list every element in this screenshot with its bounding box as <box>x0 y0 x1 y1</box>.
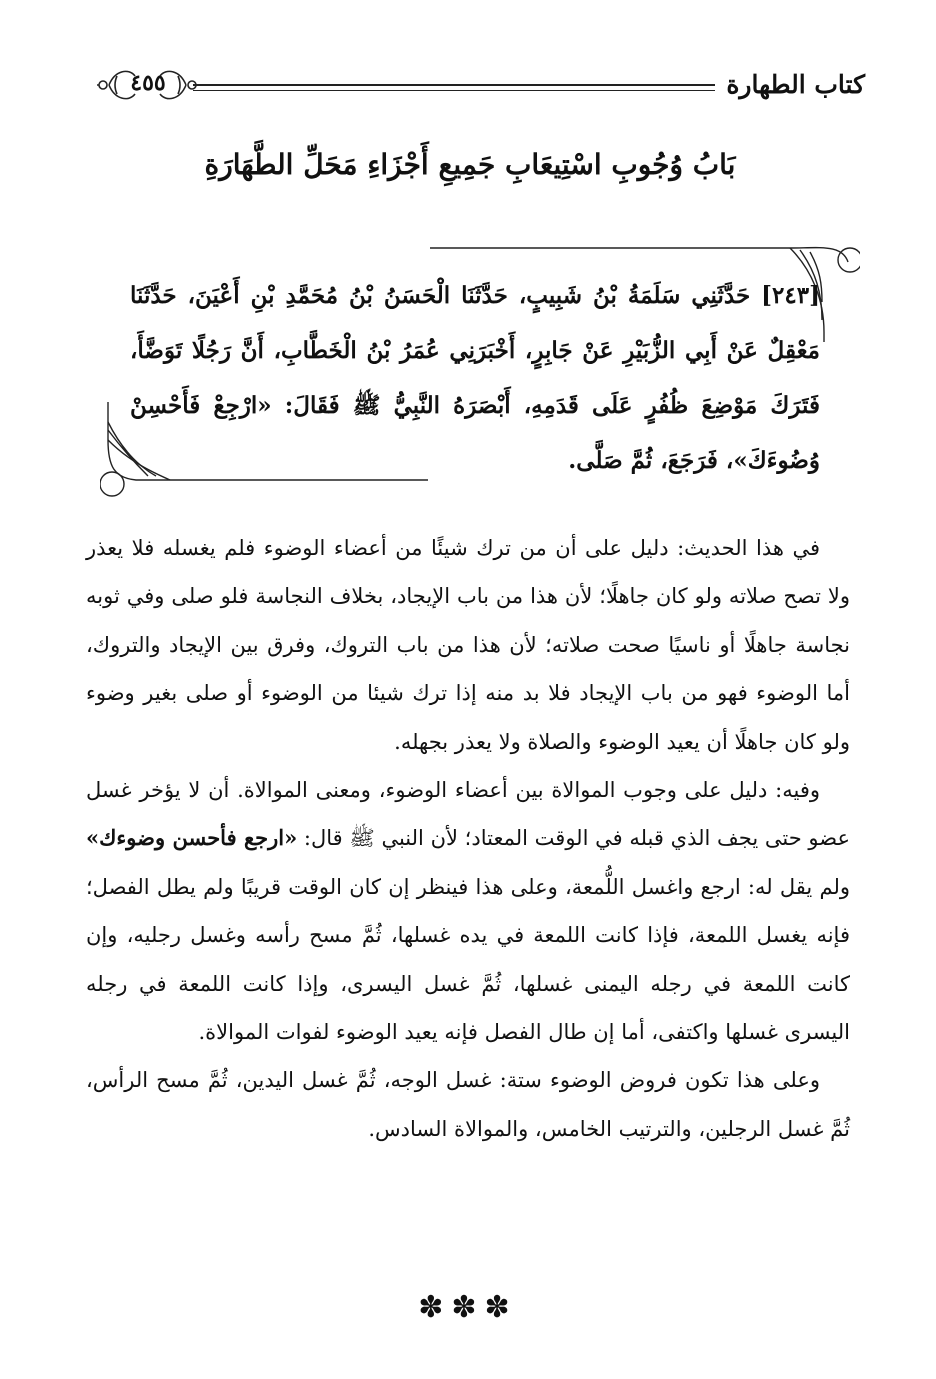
header-rule <box>193 84 715 91</box>
commentary-paragraph-2-start: وفيه: دليل على وجوب الموالاة بين أعضاء الوضوء، ومعنى الموالاة. أن لا يؤخر غسل عضو حتى يجف الذي قبله في الوقت المعتاد؛ لأن النبي ﷺ قال: <box>86 778 850 851</box>
hadith-text: [٢٤٣] حَدَّثَنِي سَلَمَةُ بْنُ شَبِيبٍ، حَدَّثَنَا الْحَسَنُ بْنُ مُحَمَّدِ بْنِ أَعْيَنَ، حَدَّثَنَا مَعْقِلٌ عَنْ أَبِي الزُّبَيْرِ عَنْ جَابِرٍ، أَخْبَرَنِي عُمَرُ بْنُ الْخَطَّابِ، أَنَّ رَجُلًا تَوَضَّأَ، فَتَرَكَ مَوْضِعَ ظُفُرٍ عَلَى قَدَمِهِ، أَبْصَرَهُ النَّبِيُّ ﷺ فَقَالَ: «ارْجِعْ فَأَحْسِنْ وُضُوءَكَ»، فَرَجَعَ، ثُمَّ صَلَّى. <box>130 282 820 474</box>
section-separator-stars: ✽✽✽ <box>418 1290 518 1325</box>
commentary-paragraph-1: في هذا الحديث: دليل على أن من ترك شيئًا من أعضاء الوضوء فلم يغسله فلا يعذر ولا تصح صلاته ولو كان جاهلًا؛ لأن هذا من باب الإيجاد، بخلاف النجاسة فلو صلى وفي ثوبه نجاسة جاهلًا أو ناسيًا صحت صلاته؛ لأن هذا من باب التروك، وفرق بين الإيجاد والتروك، أما الوضوء فهو من باب الإيجاد فلا بد منه إذا ترك شيئا من الوضوء أو صلى بغير وضوء ولو كان جاهلًا أن يعيد الوضوء والصلاة ولا يعذر بجهله. <box>86 536 850 754</box>
commentary-paragraph-3: وعلى هذا تكون فروض الوضوء ستة: غسل الوجه، ثُمَّ غسل اليدين، ثُمَّ مسح الرأس، ثُمَّ غسل الرجلين، والترتيب الخامس، والموالاة السادس. <box>86 1068 850 1141</box>
commentary-paragraph-2-end: ولم يقل له: ارجع واغسل اللُّمعة، وعلى هذا فينظر إن كان الوقت قريبًا ولم يطل الفصل؛ فإنه يغسل اللمعة، فإذا كانت اللمعة في يده غسلها، ثُمَّ مسح رأسه وغسل رجليه، وإن كانت اللمعة في رجله اليمنى غسلها، ثُمَّ غسل اليسرى، وإذا كانت اللمعة في رجله اليسرى غسلها واكتفى، أما إن طال الفصل فإنه يعيد الوضوء لفوات الموالاة. <box>86 874 850 1045</box>
running-header <box>95 62 865 112</box>
book-title: كتاب الطهارة <box>726 70 865 99</box>
quoted-hadith-phrase: «ارجع فأحسن وضوءك» <box>86 825 298 851</box>
hadith-box <box>100 240 860 500</box>
commentary <box>86 524 850 1153</box>
chapter-title: بَابُ وُجُوبِ اسْتِيعَابِ جَمِيعِ أَجْزَاءِ مَحَلِّ الطَّهَارَةِ <box>204 148 736 181</box>
page-number: ٤٥٥ <box>130 70 166 96</box>
commentary-paragraph-2 <box>86 766 850 1056</box>
